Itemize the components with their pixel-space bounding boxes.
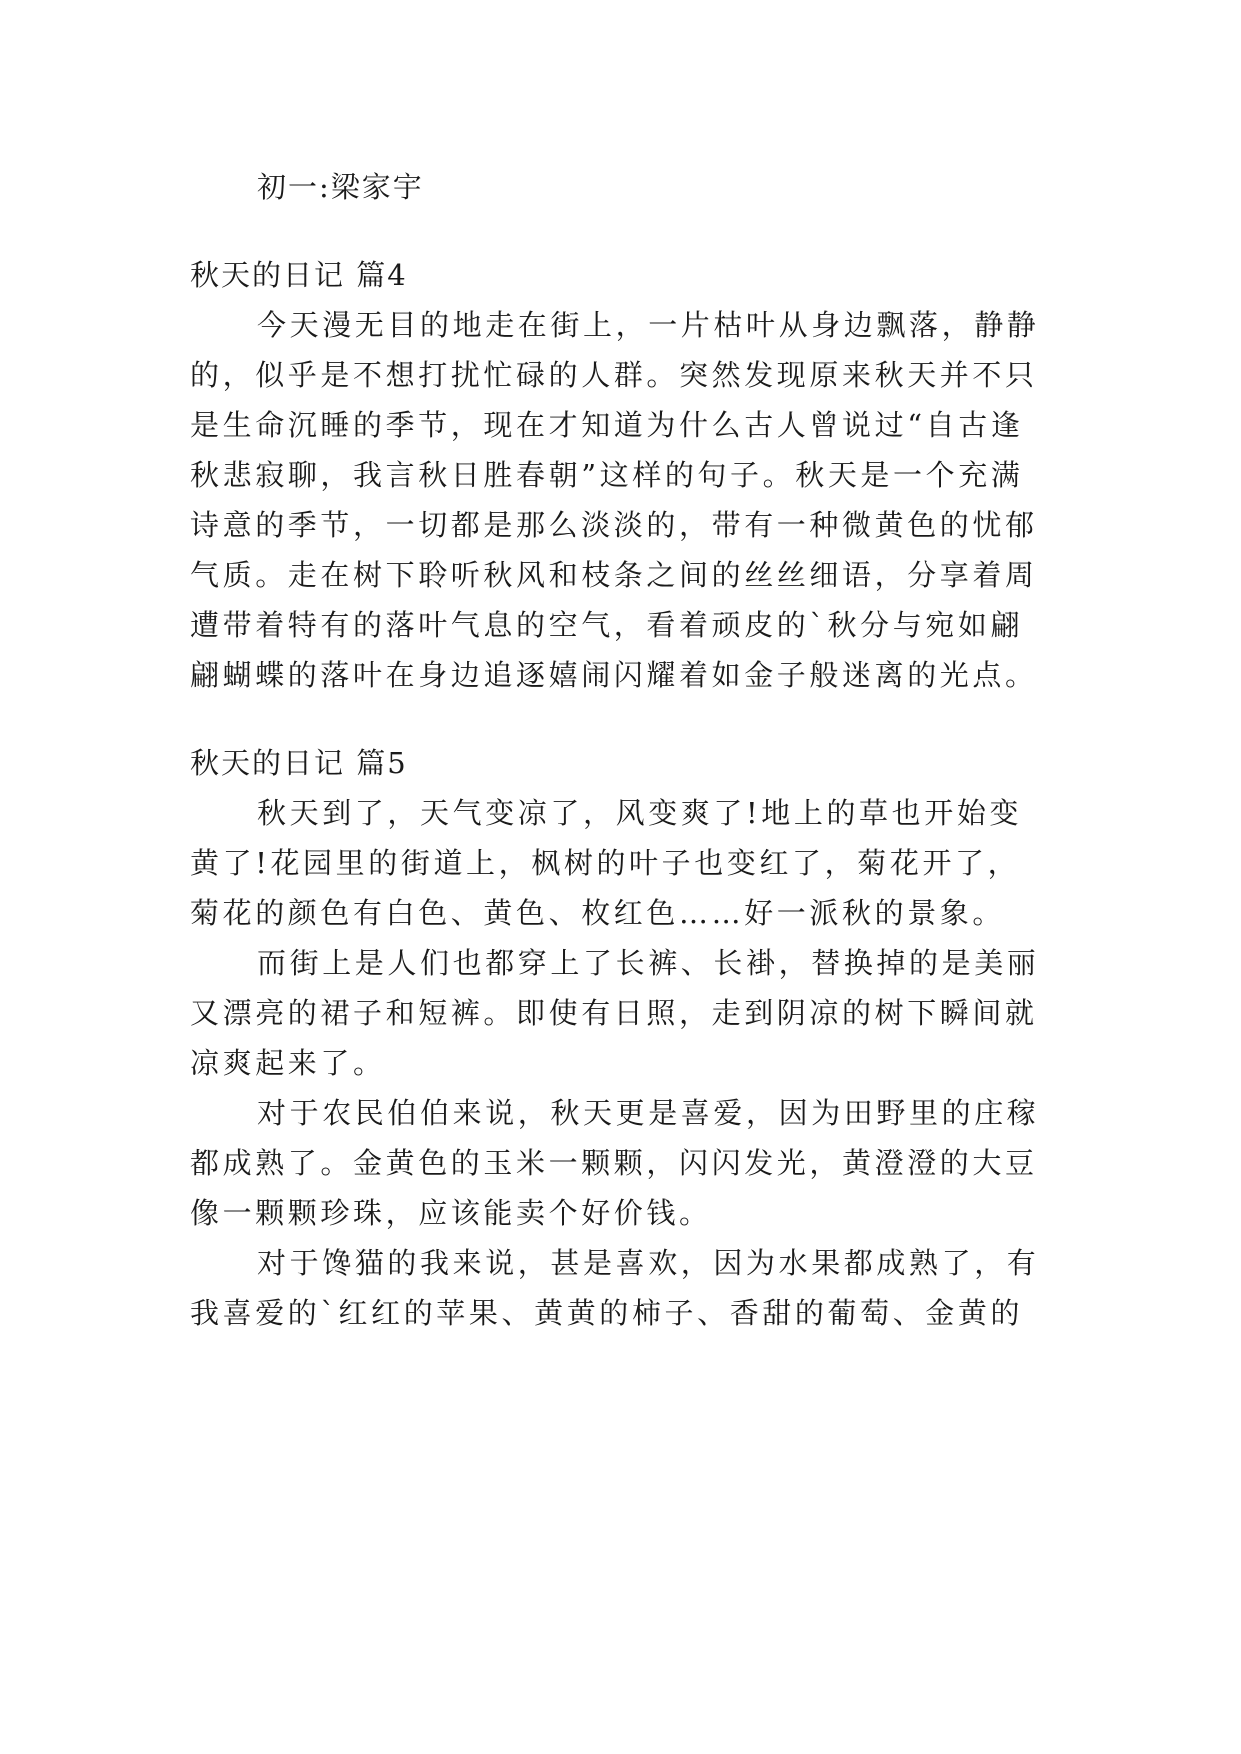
paragraph-line: 秋悲寂聊，我言秋日胜春朝”这样的句子。秋天是一个充满 xyxy=(190,458,1024,492)
paragraph-line: 翩蝴蝶的落叶在身边追逐嬉闹闪耀着如金子般迷离的光点。 xyxy=(190,658,1038,692)
paragraph-line: 秋天到了，天气变凉了，风变爽了!地上的草也开始变 xyxy=(257,796,1023,830)
paragraph-line: 气质。走在树下聆听秋风和枝条之间的丝丝细语，分享着周 xyxy=(190,558,1038,592)
author-line: 初一:梁家宇 xyxy=(257,170,424,204)
paragraph-line: 黄了!花园里的街道上，枫树的叶子也变红了，菊花开了， xyxy=(190,846,1021,880)
paragraph-line: 我喜爱的`红红的苹果、黄黄的柿子、香甜的葡萄、金黄的 xyxy=(190,1296,1024,1330)
paragraph-line: 都成熟了。金黄色的玉米一颗颗，闪闪发光，黄澄澄的大豆 xyxy=(190,1146,1038,1180)
section-heading: 秋天的日记 篇4 xyxy=(190,258,408,292)
paragraph-line: 对于农民伯伯来说，秋天更是喜爱，因为田野里的庄稼 xyxy=(257,1096,1040,1130)
paragraph-line: 凉爽起来了。 xyxy=(190,1046,386,1080)
paragraph-line: 是生命沉睡的季节，现在才知道为什么古人曾说过“自古逢 xyxy=(190,408,1024,442)
paragraph-line: 的，似乎是不想打扰忙碌的人群。突然发现原来秋天并不只 xyxy=(190,358,1038,392)
paragraph-line: 对于馋猫的我来说，甚是喜欢，因为水果都成熟了，有 xyxy=(257,1246,1040,1280)
paragraph-line: 今天漫无目的地走在街上，一片枯叶从身边飘落，静静 xyxy=(257,308,1040,342)
paragraph-line: 又漂亮的裙子和短裤。即使有日照，走到阴凉的树下瞬间就 xyxy=(190,996,1038,1030)
paragraph-line: 而街上是人们也都穿上了长裤、长褂，替换掉的是美丽 xyxy=(257,946,1040,980)
paragraph-line: 诗意的季节，一切都是那么淡淡的，带有一种微黄色的忧郁 xyxy=(190,508,1038,542)
section-heading: 秋天的日记 篇5 xyxy=(190,746,408,780)
paragraph-line: 菊花的颜色有白色、黄色、枚红色……好一派秋的景象。 xyxy=(190,896,1006,930)
paragraph-line: 遭带着特有的落叶气息的空气，看着顽皮的`秋分与宛如翩 xyxy=(190,608,1024,642)
paragraph-line: 像一颗颗珍珠，应该能卖个好价钱。 xyxy=(190,1196,712,1230)
